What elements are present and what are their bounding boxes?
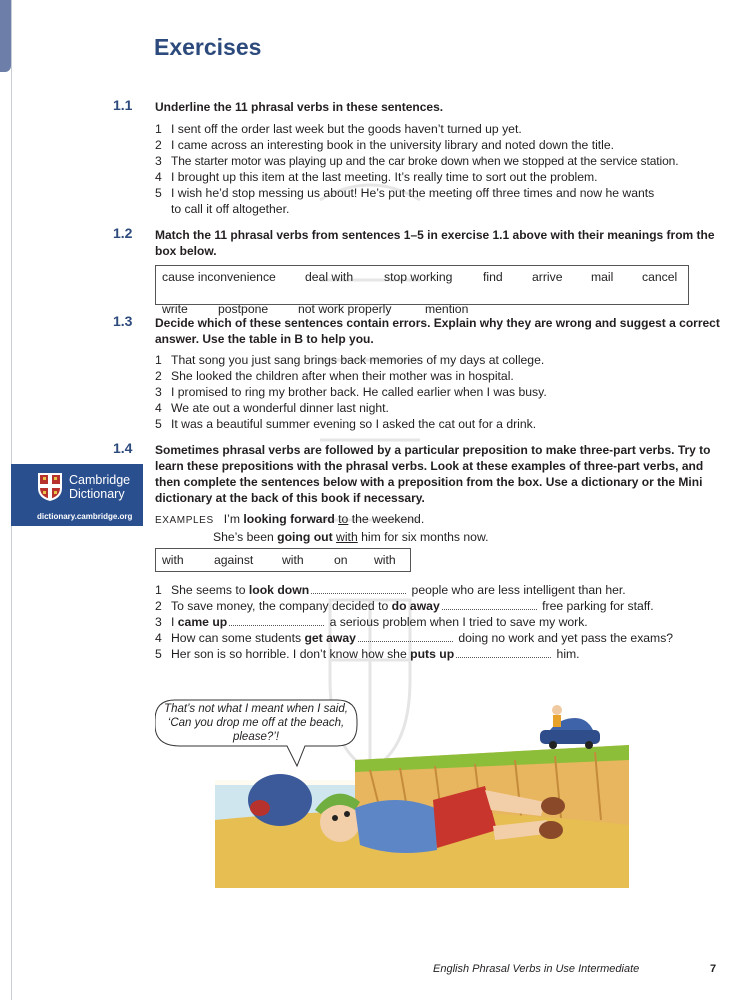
list-item: 3 I came up a serious problem when I tried to save my work.: [155, 615, 588, 629]
exercise-instruction-1-3: Decide which of these sentences contain errors. Explain why they are wrong and suggest a correct answer. Use the table in B to help you.: [155, 316, 720, 346]
list-item: 4 How can some students get away doing no work and yet pass the exams?: [155, 631, 674, 645]
list-item: 2 She looked the children after when their mother was in hospital.: [155, 369, 514, 383]
exercise-instruction-1-2: Match the 11 phrasal verbs from sentences 1–5 in exercise 1.1 above with their meanings from the box below.: [155, 228, 715, 258]
list-item: 3 The starter motor was playing up and the car broke down when we stopped at the service station.: [155, 154, 679, 168]
list-item: 1 I sent off the order last week but the goods haven’t turned up yet.: [155, 122, 522, 136]
logo-url: dictionary.cambridge.org: [37, 512, 133, 521]
exercise-number-1-3: 1.3: [113, 313, 133, 329]
box-word: cancel: [642, 270, 678, 284]
example-line-1: EXAMPLES I’m looking forward to the weekend.: [155, 512, 425, 526]
exercise-number-1-4: 1.4: [113, 440, 133, 456]
box-word: mention: [425, 302, 469, 316]
speech-bubble-text: That’s not what I meant when I said, ‘Can you drop me off at the beach, please?’!: [164, 703, 348, 743]
list-item: 5 I wish he’d stop messing us about! He’s put the meeting off three times and now he wants to call it off altogether.: [155, 186, 655, 216]
box-word: with: [282, 553, 304, 567]
answer-blank[interactable]: [229, 615, 324, 626]
list-item: 4 I brought up this item at the last meeting. It’s really time to sort out the problem.: [155, 170, 598, 184]
list-item: 4 We ate out a wonderful dinner last night.: [155, 401, 389, 415]
illustration-man-on-cliff: [155, 690, 635, 890]
list-item: 5 Her son is so horrible. I don’t know how she puts up him.: [155, 647, 580, 661]
corner-tab: [0, 0, 11, 72]
car-icon: [540, 718, 600, 749]
example-line-2: She’s been going out with him for six months now.: [213, 530, 489, 544]
page-number: 7: [710, 963, 717, 975]
box-word: write: [162, 302, 188, 316]
answer-blank[interactable]: [456, 647, 551, 658]
exercise-list-1-1: [155, 121, 725, 217]
box-word: with: [374, 553, 396, 567]
box-word: postpone: [218, 302, 269, 316]
exercise-list-1-3: [155, 352, 725, 432]
examples-block: [155, 511, 488, 545]
box-word: deal with: [305, 270, 354, 284]
box-word: against: [214, 553, 254, 567]
box-word: arrive: [532, 270, 563, 284]
answer-blank[interactable]: [442, 599, 537, 610]
cambridge-shield-icon: [37, 472, 63, 502]
exercise-list-1-4: [155, 582, 725, 662]
list-item: 5 It was a beautiful summer evening so I asked the cat out for a drink.: [155, 417, 537, 431]
list-item: 3 I promised to ring my brother back. He called earlier when I was busy.: [155, 385, 547, 399]
box-word: not work properly: [298, 302, 392, 316]
page-title: Exercises: [154, 34, 262, 60]
logo-brand-line-2: Dictionary: [69, 487, 125, 501]
answer-blank[interactable]: [311, 583, 406, 594]
answer-blank[interactable]: [358, 631, 453, 642]
box-word: stop working: [384, 270, 453, 284]
exercise-instruction-1-1: Underline the 11 phrasal verbs in these sentences.: [155, 100, 444, 114]
exercise-number-1-2: 1.2: [113, 225, 133, 241]
footer-book-title: English Phrasal Verbs in Use Intermediate: [433, 963, 640, 975]
exercise-instruction-1-4: Sometimes phrasal verbs are followed by a particular preposition to make three-part verbs. Try to learn these prepositions with the phrasal verbs. Look at these examples of three-part verbs, and then complete the sentences below with a preposition from the box. Use a dictionary or the Mini dictionary at the back of this book if necessary.: [155, 443, 711, 505]
list-item: 2 To save money, the company decided to do away free parking for staff.: [155, 599, 654, 613]
box-word: with: [162, 553, 184, 567]
list-item: 1 She seems to look down people who are less intelligent than her.: [155, 583, 626, 597]
examples-label: EXAMPLES: [155, 515, 214, 526]
box-word: cause inconvenience: [162, 270, 276, 284]
prepositions-box: [155, 548, 411, 572]
cambridge-dictionary-logo[interactable]: [11, 464, 143, 526]
meanings-box: [155, 265, 689, 316]
box-word: find: [483, 270, 503, 284]
logo-brand-line-1: Cambridge: [69, 473, 131, 487]
exercise-number-1-1: 1.1: [113, 97, 133, 113]
list-item: 1 That song you just sang brings back memories of my days at college.: [155, 353, 545, 367]
box-word: on: [334, 553, 348, 567]
list-item: 2 I came across an interesting book in the university library and noted down the title.: [155, 138, 615, 152]
box-word: mail: [591, 270, 614, 284]
